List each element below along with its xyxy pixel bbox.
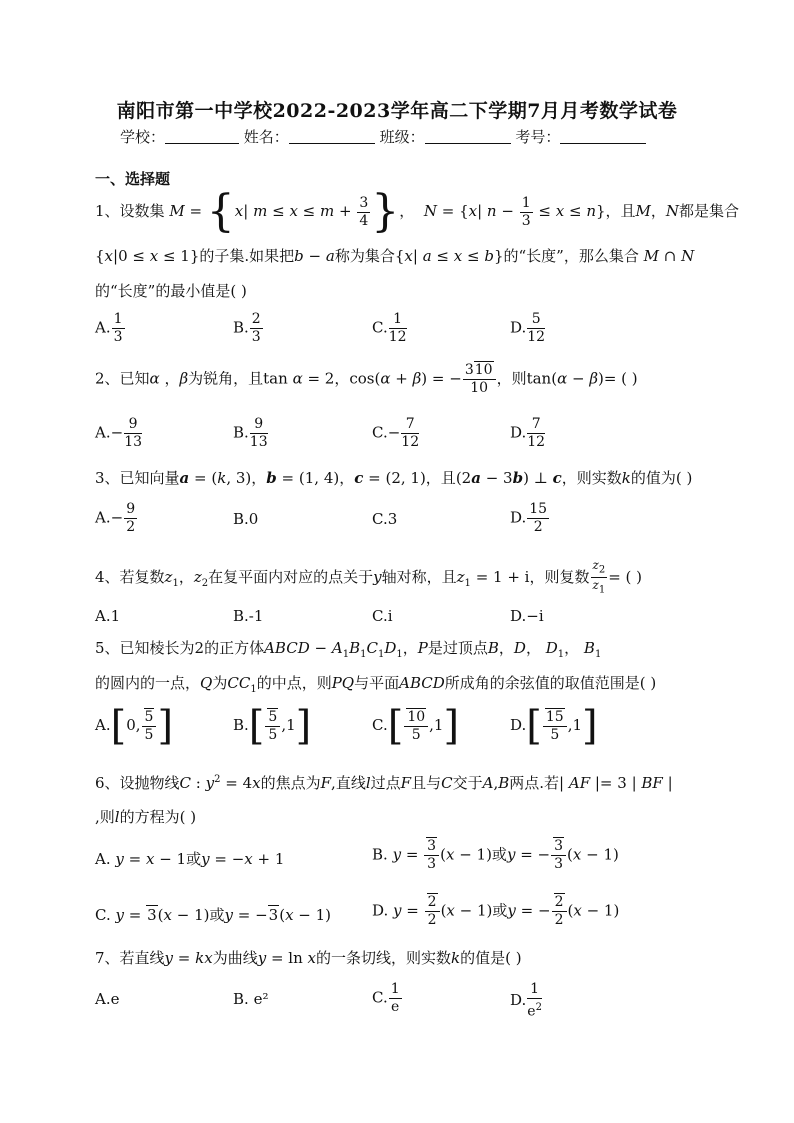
q7-option-d[interactable]: D. $\frac{1}{e^2}$ (510, 981, 542, 1020)
q3-option-b[interactable]: B.0 (233, 510, 259, 528)
q3-option-c[interactable]: C.3 (372, 510, 398, 528)
q7-option-b[interactable]: B. e² (233, 990, 269, 1008)
q7-line: 7、若直线y = kx为曲线y = ln x的一条切线，则实数k的值是( ) (95, 949, 522, 967)
q6-line2: ,则l的方程为( ) (95, 808, 197, 826)
q1-line1: 1、设数集 M = {x| m ≤ x ≤ m + $\frac{3}{4}$ }， N = {x| n − $\frac{1}{3}$ ≤ x ≤ n}，且M，N都是集合 (95, 186, 740, 237)
q5-option-a[interactable]: A.[0, $\frac{5}{5}$ ] (95, 703, 174, 749)
exam-no-label: 考号： (515, 128, 561, 146)
q1-line3: 的“长度”的最小值是( ) (95, 282, 247, 300)
name-label: 姓名： (243, 128, 289, 146)
q1-option-b[interactable]: B. $\frac{2}{3}$ (233, 311, 261, 345)
q6-option-b[interactable]: B. y = $\frac{3}{3}$ (x − 1)或y = − $\frac{3}{3}$ (x − 1) (372, 838, 619, 872)
section-heading: 一、选择题 (95, 170, 171, 188)
name-blank[interactable] (289, 129, 375, 144)
exam-no-blank[interactable] (560, 129, 646, 144)
q1-option-c[interactable]: C. $\frac{1}{12}$ (372, 311, 407, 345)
class-label: 班级： (379, 128, 425, 146)
q1-option-a[interactable]: A. $\frac{1}{3}$ (95, 311, 123, 345)
q5-option-b[interactable]: B.[ $\frac{5}{5}$ ,1] (233, 703, 312, 749)
q2-line: 2、已知α ，β为锐角，且tan α = 2，cos(α + β) = − $\frac{310}{10}$ ，则tan(α − β)= ( ) (95, 362, 638, 396)
q6-option-d[interactable]: D. y = $\frac{2}{2}$ (x − 1)或y = − $\frac{2}{2}$ (x − 1) (372, 894, 620, 928)
q2-option-b[interactable]: B. $\frac{9}{13}$ (233, 416, 268, 450)
school-blank[interactable] (165, 129, 239, 144)
school-label: 学校： (120, 128, 166, 146)
q1-line2: {x|0 ≤ x ≤ 1}的子集.如果把b − a称为集合{x| a ≤ x ≤ b}的“长度”，那么集合 M ∩ N (95, 247, 695, 265)
q2-option-c[interactable]: C.− $\frac{7}{12}$ (372, 416, 420, 450)
q3-option-d[interactable]: D. $\frac{15}{2}$ (510, 501, 548, 535)
q3-option-a[interactable]: A.− $\frac{9}{2}$ (95, 501, 136, 535)
q4-option-d[interactable]: D.−i (510, 607, 544, 625)
q5-option-d[interactable]: D.[ $\frac{15}{5}$ ,1] (510, 703, 598, 749)
student-info-line (120, 126, 646, 147)
q5-line2: 的圆内的一点，Q为$CC_1$的中点，则PQ与平面ABCD所成角的余弦值的取值范围是( ) (95, 674, 657, 695)
q7-option-a[interactable]: A.e (95, 990, 120, 1008)
q6-option-c[interactable]: C. y = 3(x − 1)或y = −3(x − 1) (95, 906, 332, 924)
q2-option-d[interactable]: D. $\frac{7}{12}$ (510, 416, 546, 450)
q4-option-b[interactable]: B.-1 (233, 607, 264, 625)
q6-option-a[interactable]: A. y = x − 1或y = −x + 1 (95, 850, 285, 868)
q4-option-c[interactable]: C.i (372, 607, 393, 625)
q6-line1: 6、设抛物线C : $y^2 = 4x$的焦点为F,直线l过点F且与C交于A,B两点.若| AF |= 3 | BF | (95, 774, 673, 792)
q3-line: 3、已知向量a = (k, 3)，b = (1, 4)，c = (2, 1)，且(2a − 3b) ⊥ c，则实数k的值为( ) (95, 469, 693, 487)
q5-option-c[interactable]: C.[ $\frac{10}{5}$ ,1] (372, 703, 460, 749)
q7-option-c[interactable]: C. $\frac{1}{e}$ (372, 981, 400, 1015)
q5-line1: 5、已知棱长为2的正方体ABCD − $A_1B_1C_1D_1$，P是过顶点B，D， $D_1$， $B_1$ (95, 639, 602, 660)
q2-option-a[interactable]: A.− $\frac{9}{13}$ (95, 416, 143, 450)
q4-line: 4、若复数$z_1$，$z_2$在复平面内对应的点关于y轴对称，且$z_1 = 1 + i$，则复数 $\frac{z_2}{z_1}$ = ( ) (95, 558, 643, 596)
class-blank[interactable] (425, 129, 511, 144)
q1-option-d[interactable]: D. $\frac{5}{12}$ (510, 311, 546, 345)
page-title: 南阳市第一中学校2022-2023学年高二下学期7月月考数学试卷 (116, 100, 678, 122)
q4-option-a[interactable]: A.1 (95, 607, 121, 625)
